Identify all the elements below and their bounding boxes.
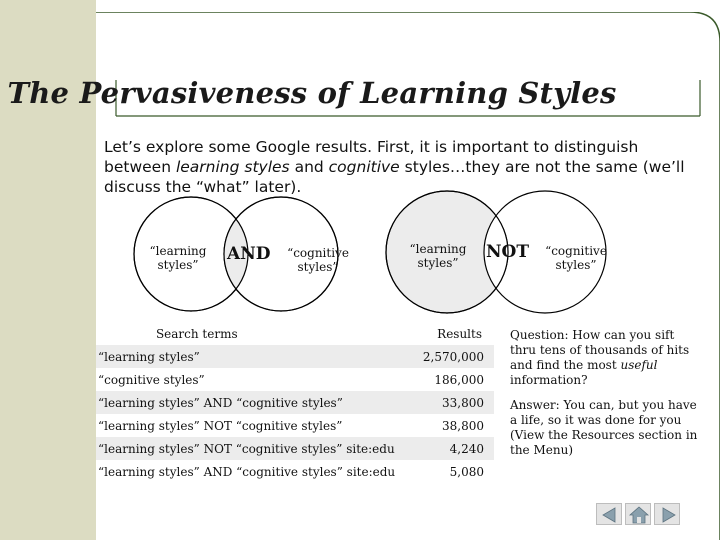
header-results: Results bbox=[418, 322, 494, 345]
table-row bbox=[96, 414, 494, 437]
page-title: The Pervasiveness of Learning Styles bbox=[7, 76, 617, 110]
previous-slide-button[interactable] bbox=[596, 503, 622, 525]
results-cell: 33,800 bbox=[418, 391, 494, 414]
intro-emphasis-cognitive: cognitive bbox=[328, 158, 400, 176]
next-slide-button[interactable] bbox=[654, 503, 680, 525]
search-term-cell: “cognitive styles” bbox=[98, 372, 205, 387]
venn-and-right-label: “cognitive styles” bbox=[287, 246, 349, 274]
intro-paragraph bbox=[104, 137, 704, 197]
venn-not-diagram bbox=[380, 190, 630, 316]
home-icon bbox=[626, 504, 652, 526]
question-emphasis: useful bbox=[620, 358, 658, 372]
search-term-cell: “learning styles” bbox=[96, 345, 418, 368]
search-term-cell: “learning styles” NOT “cognitive styles” site:edu bbox=[96, 437, 418, 460]
table-row bbox=[96, 345, 494, 368]
venn-and-left-label: “learning styles” bbox=[149, 244, 207, 272]
venn-not-right-label: “cognitive styles” bbox=[545, 244, 607, 272]
question-text bbox=[510, 328, 700, 388]
intro-emphasis-learning: learning styles bbox=[175, 158, 290, 176]
header-search-terms: Search terms bbox=[96, 322, 418, 345]
intro-text-2: and bbox=[289, 158, 329, 176]
home-button[interactable] bbox=[625, 503, 651, 525]
results-cell: 4,240 bbox=[418, 437, 494, 460]
venn-and-operator: AND bbox=[227, 244, 271, 264]
venn-not-left-label: “learning styles” bbox=[409, 242, 467, 270]
venn-and-diagram bbox=[126, 196, 376, 316]
table-row bbox=[96, 391, 494, 414]
results-cell: 38,800 bbox=[442, 418, 484, 433]
results-cell: 2,570,000 bbox=[418, 345, 494, 368]
forward-arrow-icon bbox=[655, 504, 681, 526]
question-text-1: Question: How can you sift thru tens of thousands of hits and find the most bbox=[510, 328, 690, 372]
intro-text-3: styles…they are not the same (we’ll discuss the “what” later). bbox=[104, 158, 685, 196]
table-header-row bbox=[96, 322, 494, 345]
results-cell: 5,080 bbox=[449, 464, 484, 479]
venn-not-operator: NOT bbox=[486, 242, 529, 262]
question-text-2: information? bbox=[510, 373, 588, 387]
results-table bbox=[96, 322, 494, 483]
results-cell: 186,000 bbox=[434, 372, 484, 387]
answer-text: Answer: You can, but you have a life, so it was done for you (View the Resources section in the Menu) bbox=[510, 398, 698, 457]
table-row bbox=[96, 368, 494, 391]
table-row bbox=[96, 437, 494, 460]
back-arrow-icon bbox=[597, 504, 623, 526]
intro-text-1: Let’s explore some Google results. First, it is important to distinguish between bbox=[104, 138, 639, 176]
search-term-cell: “learning styles” AND “cognitive styles” bbox=[96, 391, 418, 414]
search-term-cell: “learning styles” NOT “cognitive styles” bbox=[98, 418, 343, 433]
search-term-cell: “learning styles” AND “cognitive styles” site:edu bbox=[98, 464, 396, 479]
table-row bbox=[96, 460, 494, 483]
